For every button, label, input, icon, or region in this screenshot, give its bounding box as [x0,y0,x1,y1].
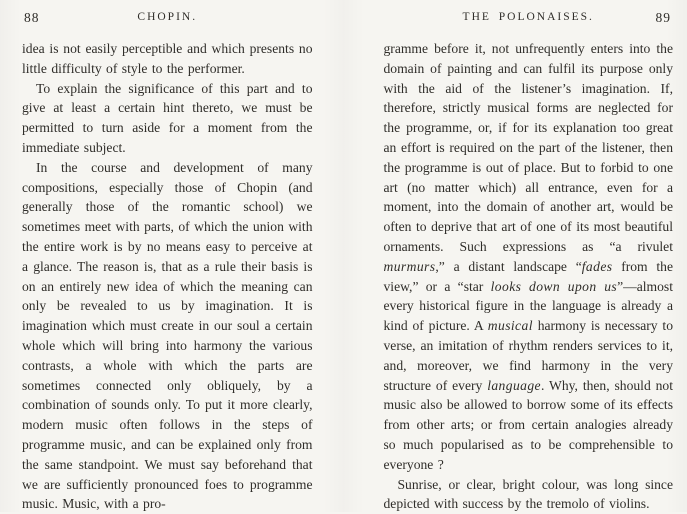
text-segment: fades [582,259,613,274]
paragraph [22,79,313,158]
text-segment: In the course and development of many compositions, especially those of Chopin (and generally those of the romantic school) we sometimes meet with parts, of which the union with the entire work is by no means easy to perceive at a glance. The reason is, that as a rule their basis is on an entirely new idea of which the meaning can only be revealed to us by imagination. It is imagination which must create in our soul a certain whole which will bring into harmony the various contrasts, a whole with which the parts are sometimes connected only obliquely, by a combination of sounds only. To put it more clearly, modern music often follows in the steps of programme music, and can be explained only from the same standpoint. We must say beforehand that we are sufficiently pronounced foes to programme music. Music, with a pro- [22,160,313,512]
text-segment: ”—almost every historical figure in the language is already a kind of picture. A [384,279,674,334]
right-page-header [384,11,674,28]
right-page-number: 89 [656,10,672,26]
paragraph [384,39,674,475]
left-page-number: 88 [24,10,40,26]
text-segment: murmurs [384,259,436,274]
left-page-header [22,11,313,28]
text-segment: from the view,” or a “star [384,259,674,294]
text-segment: harmony is necessary to verse, an imitation of rhythm renders services to it, and, moreover, we find harmony in the very structure of every [384,318,674,392]
left-page [0,0,344,512]
right-page [344,0,687,512]
text-segment: ,” a distant landscape “ [435,259,581,274]
text-segment: . Why, then, should not music also be allowed to borrow some of its effects from other arts; or from certain analogies already so much popularised as to be comprehensible to everyone ? [384,378,674,472]
text-segment: idea is not easily perceptible and which presents no little difficulty of style to the performer. [22,41,313,76]
left-running-header: CHOPIN. [22,11,313,23]
paragraph [22,39,313,79]
text-segment: Sunrise, or clear, bright colour, was long since depicted with success by the tremolo of violins. [384,477,674,512]
text-segment: language [487,378,541,393]
paragraph [384,475,674,514]
text-segment: To explain the significance of this part and to give at least a certain hint thereto, we must be permitted to turn aside for a moment from the immediate subject. [22,81,313,155]
paragraph [22,158,313,514]
text-segment: gramme before it, not unfrequently enters into the domain of painting and can fulfil its purpose only with the aid of the listener’s imagination. If, therefore, strictly musical forms are neglected for the programme, or, if for its explanation too great an effort is required on the part of the listener, then the programme is out of place. But to forbid to one art (no matter which) all entrance, even for a moment, into the domain of another art, would be often to deprive that art of one of its most beautiful ornaments. Such expressions as “a rivulet [384,41,674,254]
right-page-text [384,39,674,514]
text-segment: looks down upon us [491,279,617,294]
right-running-header: THE POLONAISES. [384,11,674,23]
text-segment: musical [488,318,533,333]
left-page-text [22,39,313,514]
